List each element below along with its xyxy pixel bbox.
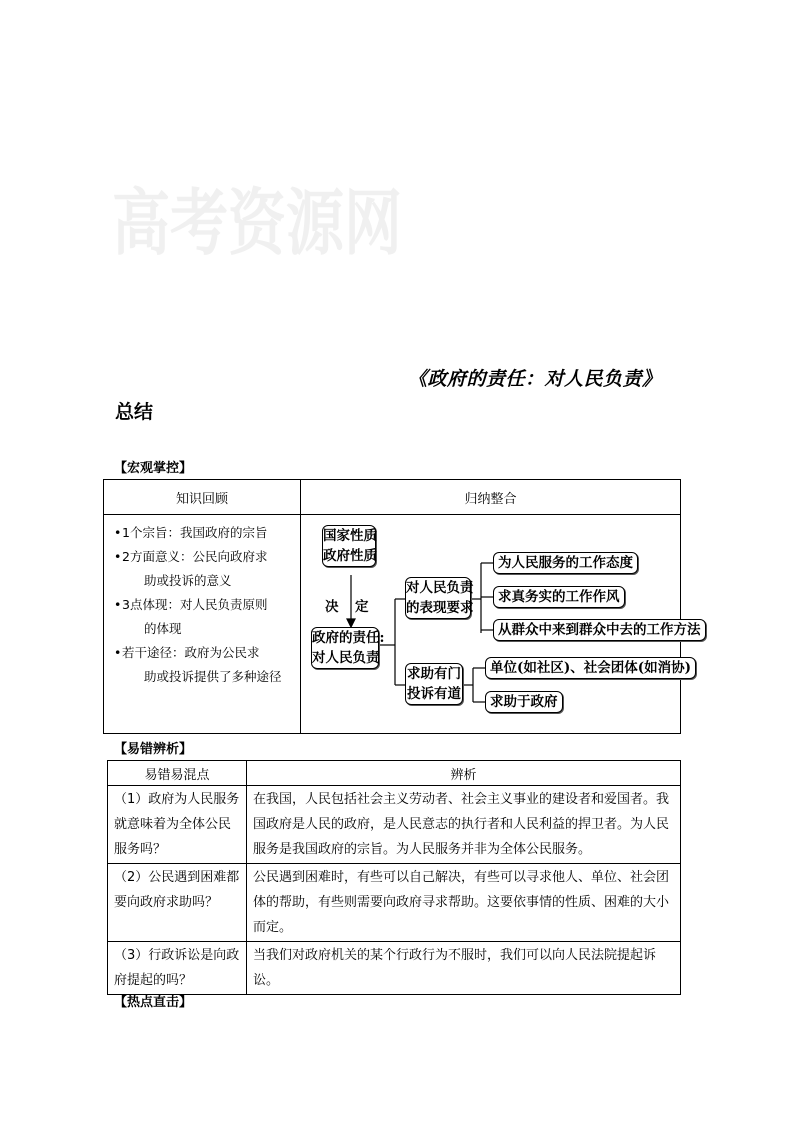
macro-header-review: 知识回顾 [104,480,301,515]
req-item-method: 从群众中来到群众中去的工作方法 [493,619,706,641]
help-item-units: 单位(如社区)、社会团体(如消协) [485,657,696,679]
summary-heading: 总结 [115,401,154,423]
review-item: • 2方面意义：公民向政府求 助或投诉的意义 [114,549,268,588]
section-macro-label: 【宏观掌控】 [114,461,193,476]
watermark-logo [112,128,412,288]
nature-box: 国家性质 政府性质 [322,525,376,567]
page-title: 《政府的责任：对人民负责》 [408,368,662,390]
req-item-attitude: 为人民服务的工作态度 [493,552,638,574]
table-row [108,786,681,864]
review-cell [104,515,301,734]
review-item: • 3点体现：对人民负责原则 的体现 [114,597,268,636]
diagram-cell [301,515,701,734]
svg-text:高考资源网: 高考资源网 [112,180,402,265]
error-question: （1）政府为人民服务就意味着为全体公民服务吗？ [108,786,247,864]
error-table [107,760,681,995]
macro-table [103,479,701,734]
error-question: （3）行政诉讼是向政府提起的吗？ [108,942,247,995]
review-item: • 1个宗旨：我国政府的宗旨 [114,525,268,540]
error-header-point: 易错易混点 [108,761,247,786]
error-answer: 在我国，人民包括社会主义劳动者、社会主义事业的建设者和爱国者。我国政府是人民的政府，是人民意志的执行者和人民利益的捍卫者。为人民服务是我国政府的宗旨。为人民服务并非为全体公民服务。 [247,786,681,864]
review-item: • 若干途径：政府为公民求 助或投诉提供了多种途径 [114,645,282,684]
section-errors-label: 【易错辨析】 [114,742,193,757]
error-answer: 当我们对政府机关的某个行政行为不服时，我们可以向人民法院提起诉讼。 [247,942,681,995]
error-question: （2）公民遇到困难都要向政府求助吗？ [108,864,247,942]
decide-label-2: 定 [355,599,369,615]
help-box: 求助有门 投诉有道 [405,663,463,705]
macro-header-integration: 归纳整合 [301,480,681,515]
requirements-box: 对人民负责 的表现要求 [405,577,471,619]
req-item-style: 求真务实的工作作风 [493,586,625,608]
error-answer: 公民遇到困难时，有些可以自己解决，有些可以寻求他人、单位、社会团体的帮助，有些则需要向政府寻求帮助。这要依事情的性质、困难的大小而定。 [247,864,681,942]
responsibility-box: 政府的责任: 对人民负责 [311,627,379,669]
help-item-government: 求助于政府 [485,691,563,713]
error-header-analysis: 辨析 [247,761,681,786]
table-row [108,864,681,942]
decide-label-1: 决 [325,599,339,615]
section-hot-label: 【热点直击】 [114,995,193,1010]
table-row [108,942,681,995]
